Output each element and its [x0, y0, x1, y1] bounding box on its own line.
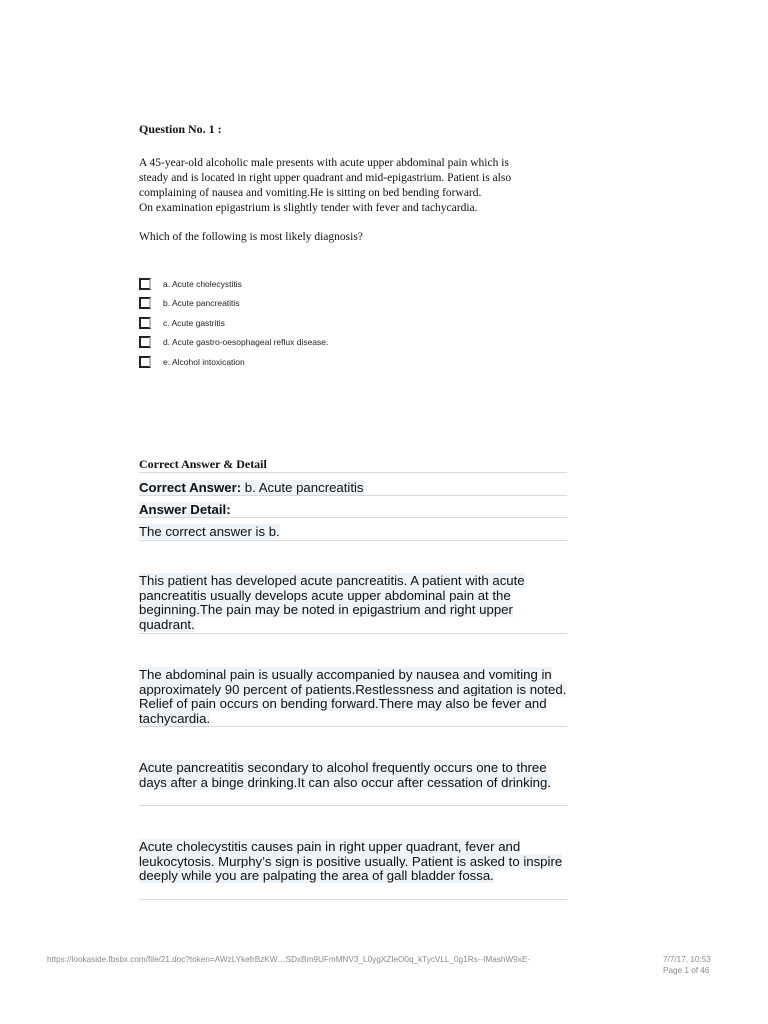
detail-paragraph	[139, 761, 569, 790]
option-a[interactable]	[139, 277, 242, 291]
correct-answer-value: b. Acute pancreatitis	[241, 480, 364, 495]
correct-answer-line	[139, 481, 364, 496]
option-label: a. Acute cholecystitis	[163, 279, 242, 289]
correct-answer-label: Correct Answer:	[139, 480, 242, 495]
divider	[139, 726, 567, 727]
divider	[139, 472, 567, 473]
detail-paragraph	[139, 574, 569, 632]
option-checkbox[interactable]	[139, 278, 151, 290]
question-title: Question No. 1 :	[139, 122, 222, 136]
footer-url: https://lookaside.fbsbx.com/file/21.doc?token=AWzLYkefrBzKW…SDxBm9UFmMNV3_L0ygXZIeO0q_kTycVLL_0g1Rs--IMashW9xE-	[47, 955, 531, 964]
divider	[139, 633, 567, 634]
detail-paragraph-text: Acute pancreatitis secondary to alcohol frequently occurs one to three days after a binge drinking.It can also occur after cessation of drinking.	[139, 760, 551, 790]
answer-detail-label: Answer Detail:	[139, 502, 231, 517]
answer-intro	[139, 525, 280, 540]
option-d[interactable]	[139, 335, 328, 349]
option-e[interactable]	[139, 355, 245, 369]
question-body-line: steady and is located in right upper quadrant and mid-epigastrium. Patient is also	[139, 172, 512, 184]
answer-heading: Correct Answer & Detail	[139, 457, 267, 471]
option-label: b. Acute pancreatitis	[163, 298, 240, 308]
question-body-line: complaining of nausea and vomiting.He is sitting on bed bending forward.	[139, 187, 482, 199]
detail-paragraph	[139, 668, 569, 726]
answer-intro-text: The correct answer is b.	[139, 524, 280, 539]
divider	[139, 540, 567, 541]
divider	[139, 805, 567, 806]
divider	[139, 899, 567, 900]
divider	[139, 517, 567, 518]
option-checkbox[interactable]	[139, 356, 151, 368]
question-prompt: Which of the following is most likely diagnosis?	[139, 231, 363, 243]
detail-paragraph-text: The abdominal pain is usually accompanied by nausea and vomiting in approximately 90 percent of patients.Restlessness and agitation is noted. Relief of pain occurs on bending forward.There may also be fever and tachycardia.	[139, 667, 567, 726]
option-checkbox[interactable]	[139, 317, 151, 329]
divider	[139, 495, 567, 496]
option-label: e. Alcohol intoxication	[163, 357, 245, 367]
detail-paragraph	[139, 840, 569, 884]
option-label: d. Acute gastro-oesophageal reflux disease.	[163, 337, 329, 347]
option-label: c. Acute gastritis	[163, 318, 225, 328]
answer-detail-line	[139, 503, 231, 518]
question-body	[139, 156, 569, 216]
detail-paragraph-text: This patient has developed acute pancreatitis. A patient with acute pancreatitis usually develops acute upper abdominal pain at the beginning.The pain may be noted in epigastrium and right upper quadrant.	[139, 573, 525, 632]
detail-paragraph-text: Acute cholecystitis causes pain in right upper quadrant, fever and leukocytosis. Murphy’s sign is positive usually. Patient is asked to inspire deeply while you are palpating the area of gall bladder fossa.	[139, 839, 563, 884]
question-body-line: A 45-year-old alcoholic male presents with acute upper abdominal pain which is	[139, 157, 509, 169]
footer-date: 7/7/17, 10:53	[663, 955, 711, 964]
option-b[interactable]	[139, 296, 240, 310]
option-checkbox[interactable]	[139, 297, 151, 309]
footer-page-number: Page 1 of 46	[663, 966, 710, 975]
option-c[interactable]	[139, 316, 225, 330]
question-body-line: On examination epigastrium is slightly tender with fever and tachycardia.	[139, 202, 478, 214]
option-checkbox[interactable]	[139, 336, 151, 348]
